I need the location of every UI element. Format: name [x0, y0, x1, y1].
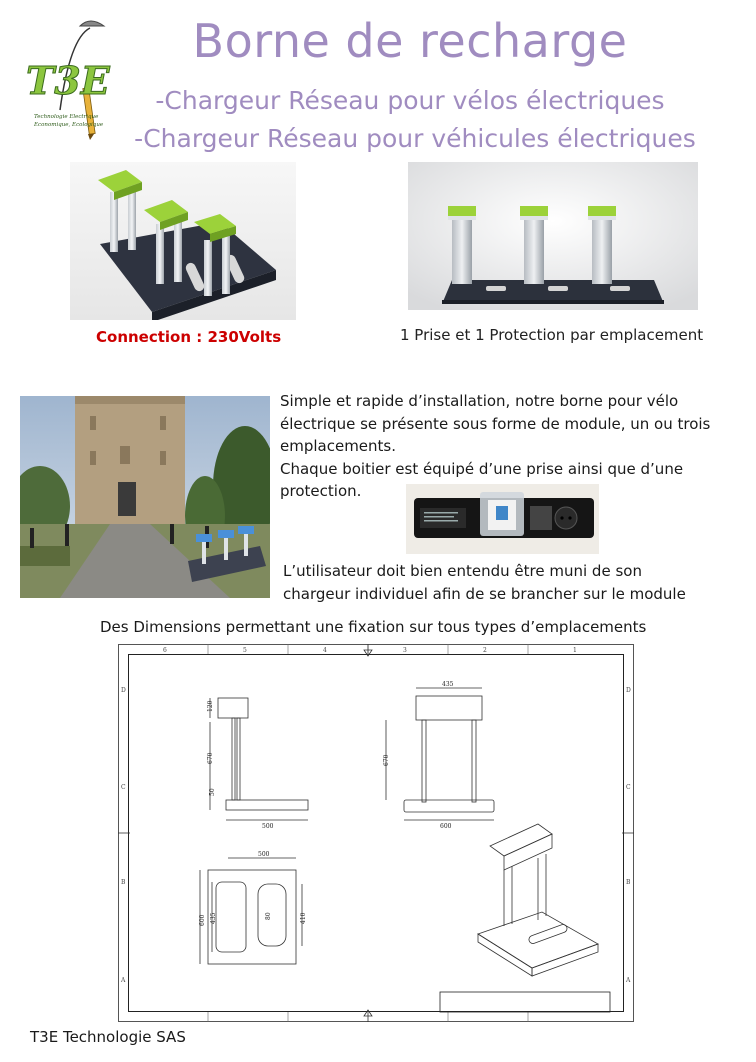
- drawing-row-label: A: [121, 977, 126, 984]
- drawing-col-label: 2: [483, 647, 487, 654]
- drawing-row-label: B: [626, 879, 631, 886]
- dim-top-435: 435: [210, 912, 217, 924]
- drawing-col-label: 5: [243, 647, 247, 654]
- description-line: Chaque boitier est équipé d’une prise ainsi que d’une: [280, 459, 684, 478]
- connection-caption: Connection : 230Volts: [96, 328, 282, 346]
- drawing-row-label: A: [626, 977, 631, 984]
- drawing-row-label: D: [121, 687, 126, 694]
- dim-front-600: 600: [440, 823, 452, 830]
- drawing-row-label: D: [626, 687, 631, 694]
- description-line: Simple et rapide d’installation, notre borne pour vélo: [280, 392, 679, 410]
- logo-tagline-1: Technologie Electrique: [34, 114, 99, 120]
- logo-tagline-2: Economique, Ecologique: [34, 122, 104, 128]
- description-line: électrique se présente sous forme de module, un ou trois: [280, 414, 711, 433]
- dim-top-600: 600: [199, 914, 206, 926]
- technical-drawing: [118, 644, 634, 1022]
- drawing-col-label: 6: [163, 647, 167, 654]
- user-note-paragraph: [283, 560, 723, 605]
- t3e-logo: [20, 18, 116, 140]
- charger-render-green: [70, 162, 296, 320]
- charger-render-front: [408, 162, 698, 310]
- installation-photo: [20, 396, 270, 598]
- page-title: Borne de recharge: [192, 14, 628, 68]
- socket-module-photo: [406, 484, 599, 554]
- drawing-col-label: 1: [573, 647, 577, 654]
- subtitle-vehicles: -Chargeur Réseau pour véhicules électriques: [134, 124, 696, 153]
- subtitle-bikes: -Chargeur Réseau pour vélos électriques: [155, 86, 665, 115]
- note-line: chargeur individuel afin de se brancher sur le module: [283, 584, 686, 603]
- dim-front-435: 435: [442, 681, 454, 688]
- dim-top-500: 500: [258, 851, 270, 858]
- drawing-row-label: C: [121, 784, 126, 791]
- drawing-row-label: C: [626, 784, 631, 791]
- logo-text: T3E: [26, 58, 110, 103]
- dim-side-500: 500: [262, 823, 274, 830]
- drawing-row-label: B: [121, 879, 126, 886]
- prise-caption: 1 Prise et 1 Protection par emplacement: [400, 326, 704, 344]
- description-line: emplacements.: [280, 437, 397, 456]
- dim-top-80: 80: [265, 912, 272, 920]
- dim-side-120: 120: [207, 700, 214, 712]
- dim-side-50: 50: [209, 788, 216, 796]
- drawing-col-label: 3: [403, 647, 407, 654]
- dim-top-410: 410: [300, 912, 307, 924]
- dim-front-670: 670: [383, 754, 390, 766]
- description-line: protection.: [280, 482, 362, 501]
- dim-side-670: 670: [207, 752, 214, 764]
- footer-company: T3E Technologie SAS: [30, 1028, 186, 1046]
- dimensions-caption: Des Dimensions permettant une fixation sur tous types d’emplacements: [100, 618, 647, 636]
- note-line: L’utilisateur doit bien entendu être muni de son: [283, 562, 642, 580]
- drawing-col-label: 4: [323, 647, 327, 654]
